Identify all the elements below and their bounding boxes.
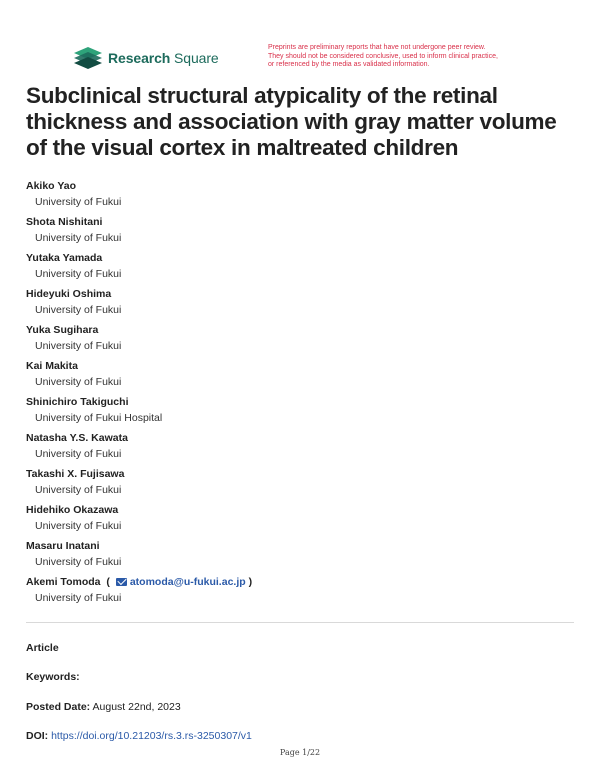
author-list	[26, 178, 566, 610]
page-header	[0, 0, 600, 80]
notice-line: Preprints are preliminary reports that have not undergone peer review.	[268, 44, 486, 51]
author-name: Akiko Yao	[26, 180, 76, 192]
email-address: atomoda@u-fukui.ac.jp	[129, 576, 246, 588]
article-type: Article	[26, 642, 59, 654]
author-name: Kai Makita	[26, 360, 78, 372]
author-name: Hidehiko Okazawa	[26, 504, 119, 516]
notice-line: or referenced by the media as validated information.	[268, 61, 430, 68]
author-affiliation: University of Fukui	[35, 592, 122, 604]
author-name: Hideyuki Oshima	[26, 288, 112, 300]
author-entry	[26, 214, 566, 250]
paren-close: )	[245, 576, 253, 588]
author-entry	[26, 178, 566, 214]
author-affiliation: University of Fukui	[35, 196, 122, 208]
paren-open: (	[100, 576, 110, 588]
author-name: Takashi X. Fujisawa	[26, 468, 125, 480]
posted-date	[26, 700, 181, 714]
author-affiliation: University of Fukui	[35, 268, 122, 280]
doi-label: DOI:	[26, 730, 49, 742]
author-entry	[26, 502, 566, 538]
page-number: Page 1/22	[279, 748, 321, 757]
author-affiliation: University of Fukui	[35, 520, 122, 532]
notice-line: They should not be considered conclusive, used to inform clinical practice,	[268, 52, 498, 60]
author-name: Yuka Sugihara	[26, 324, 99, 336]
author-entry	[26, 286, 566, 322]
author-affiliation: University of Fukui	[35, 304, 122, 316]
preprint-notice	[268, 44, 568, 70]
author-entry	[26, 574, 566, 610]
author-affiliation: University of Fukui	[35, 232, 122, 244]
logo-text: Research Square	[108, 50, 219, 66]
section-divider	[26, 622, 574, 623]
research-square-logo[interactable]	[74, 47, 219, 69]
author-affiliation: University of Fukui	[35, 484, 122, 496]
doi	[26, 729, 252, 743]
author-entry	[26, 394, 566, 430]
author-entry	[26, 538, 566, 574]
author-entry	[26, 430, 566, 466]
posted-date-label: Posted Date:	[26, 701, 91, 713]
author-entry	[26, 466, 566, 502]
author-name: Shinichiro Takiguchi	[26, 396, 129, 408]
author-entry	[26, 250, 566, 286]
author-affiliation: University of Fukui	[35, 448, 122, 460]
research-square-logo-icon	[74, 47, 102, 69]
author-name-row	[26, 574, 566, 590]
author-name: Masaru Inatani	[26, 540, 100, 552]
author-entry	[26, 358, 566, 394]
author-affiliation: University of Fukui Hospital	[35, 412, 163, 424]
keywords: Keywords:	[26, 671, 80, 683]
author-entry	[26, 322, 566, 358]
paper-title: Subclinical structural atypicality of the retinal thickness and association with gray matter volume of the visual cortex in maltreated children	[26, 83, 557, 160]
author-affiliation: University of Fukui	[35, 340, 122, 352]
envelope-icon	[116, 578, 127, 586]
author-name: Akemi Tomoda	[26, 576, 101, 588]
author-name: Yutaka Yamada	[26, 252, 103, 264]
author-name: Natasha Y.S. Kawata	[26, 432, 128, 444]
doi-link[interactable]: https://doi.org/10.21203/rs.3.rs-3250307/v1	[51, 730, 252, 742]
author-name: Shota Nishitani	[26, 216, 103, 228]
email-link[interactable]	[116, 574, 246, 590]
author-affiliation: University of Fukui	[35, 376, 122, 388]
posted-date-value: August 22nd, 2023	[92, 701, 181, 713]
author-affiliation: University of Fukui	[35, 556, 122, 568]
